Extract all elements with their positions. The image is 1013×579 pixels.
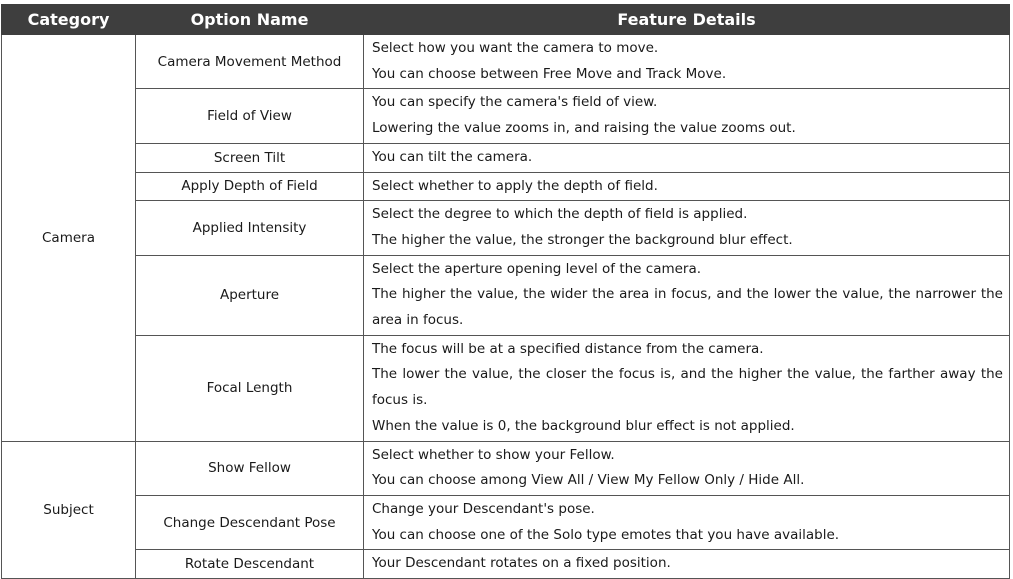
- details-field-of-view: [364, 89, 1010, 143]
- details-camera-movement-method: [364, 35, 1010, 89]
- detail-line: Select the degree to which the depth of field is applied.: [372, 206, 748, 223]
- header-category: Category: [2, 5, 136, 35]
- detail-line: You can choose among View All / View My Fellow Only / Hide All.: [372, 472, 805, 489]
- option-screen-tilt: Screen Tilt: [136, 143, 364, 172]
- detail-line: Select whether to apply the depth of field.: [372, 177, 658, 194]
- table-row: [2, 172, 1010, 201]
- details-rotate-descendant: [364, 550, 1010, 579]
- details-show-fellow: [364, 441, 1010, 495]
- detail-line: Select how you want the camera to move.: [372, 40, 659, 56]
- header-row: [2, 5, 1010, 35]
- feature-table: [1, 4, 1010, 579]
- table-row: [2, 201, 1010, 255]
- detail-line: Change your Descendant's pose.: [372, 500, 595, 517]
- option-apply-depth-of-field: Apply Depth of Field: [136, 172, 364, 201]
- details-aperture: [364, 255, 1010, 335]
- option-focal-length: Focal Length: [136, 335, 364, 441]
- option-rotate-descendant: Rotate Descendant: [136, 550, 364, 579]
- table-row: [2, 89, 1010, 143]
- table-row: [2, 335, 1010, 441]
- option-show-fellow: Show Fellow: [136, 441, 364, 495]
- details-change-descendant-pose: [364, 495, 1010, 549]
- option-applied-intensity: Applied Intensity: [136, 201, 364, 255]
- option-field-of-view: Field of View: [136, 89, 364, 143]
- details-screen-tilt: [364, 143, 1010, 172]
- table-row: [2, 255, 1010, 335]
- table-row: [2, 550, 1010, 579]
- details-apply-depth-of-field: [364, 172, 1010, 201]
- header-option-name: Option Name: [136, 5, 364, 35]
- table-row: [2, 35, 1010, 89]
- table-row: [2, 495, 1010, 549]
- detail-line: You can choose one of the Solo type emotes that you have available.: [372, 526, 840, 543]
- detail-line: You can specify the camera's field of view.: [372, 94, 658, 111]
- detail-line: The higher the value, the stronger the background blur effect.: [372, 231, 793, 248]
- option-change-descendant-pose: Change Descendant Pose: [136, 495, 364, 549]
- detail-line: Your Descendant rotates on a fixed position.: [372, 555, 671, 572]
- header-feature-details: Feature Details: [364, 5, 1010, 35]
- category-subject: Subject: [2, 441, 136, 579]
- table-row: [2, 441, 1010, 495]
- detail-line: Select whether to show your Fellow.: [372, 446, 615, 463]
- detail-line: You can choose between Free Move and Track Move.: [372, 65, 727, 82]
- detail-line: Lowering the value zooms in, and raising the value zooms out.: [372, 120, 796, 137]
- detail-line: The lower the value, the closer the focus is, and the higher the value, the farther away the focus is.: [372, 366, 1003, 409]
- detail-line: When the value is 0, the background blur effect is not applied.: [372, 417, 795, 434]
- table-row: [2, 143, 1010, 172]
- detail-line: You can tilt the camera.: [372, 148, 533, 165]
- details-focal-length: [364, 335, 1010, 441]
- detail-line: Select the aperture opening level of the camera.: [372, 260, 702, 277]
- category-camera: Camera: [2, 35, 136, 442]
- detail-line: The focus will be at a specified distance from the camera.: [372, 340, 764, 357]
- details-applied-intensity: [364, 201, 1010, 255]
- option-aperture: Aperture: [136, 255, 364, 335]
- detail-line: The higher the value, the wider the area in focus, and the lower the value, the narrower the area in focus.: [372, 286, 1003, 329]
- option-camera-movement-method: Camera Movement Method: [136, 35, 364, 89]
